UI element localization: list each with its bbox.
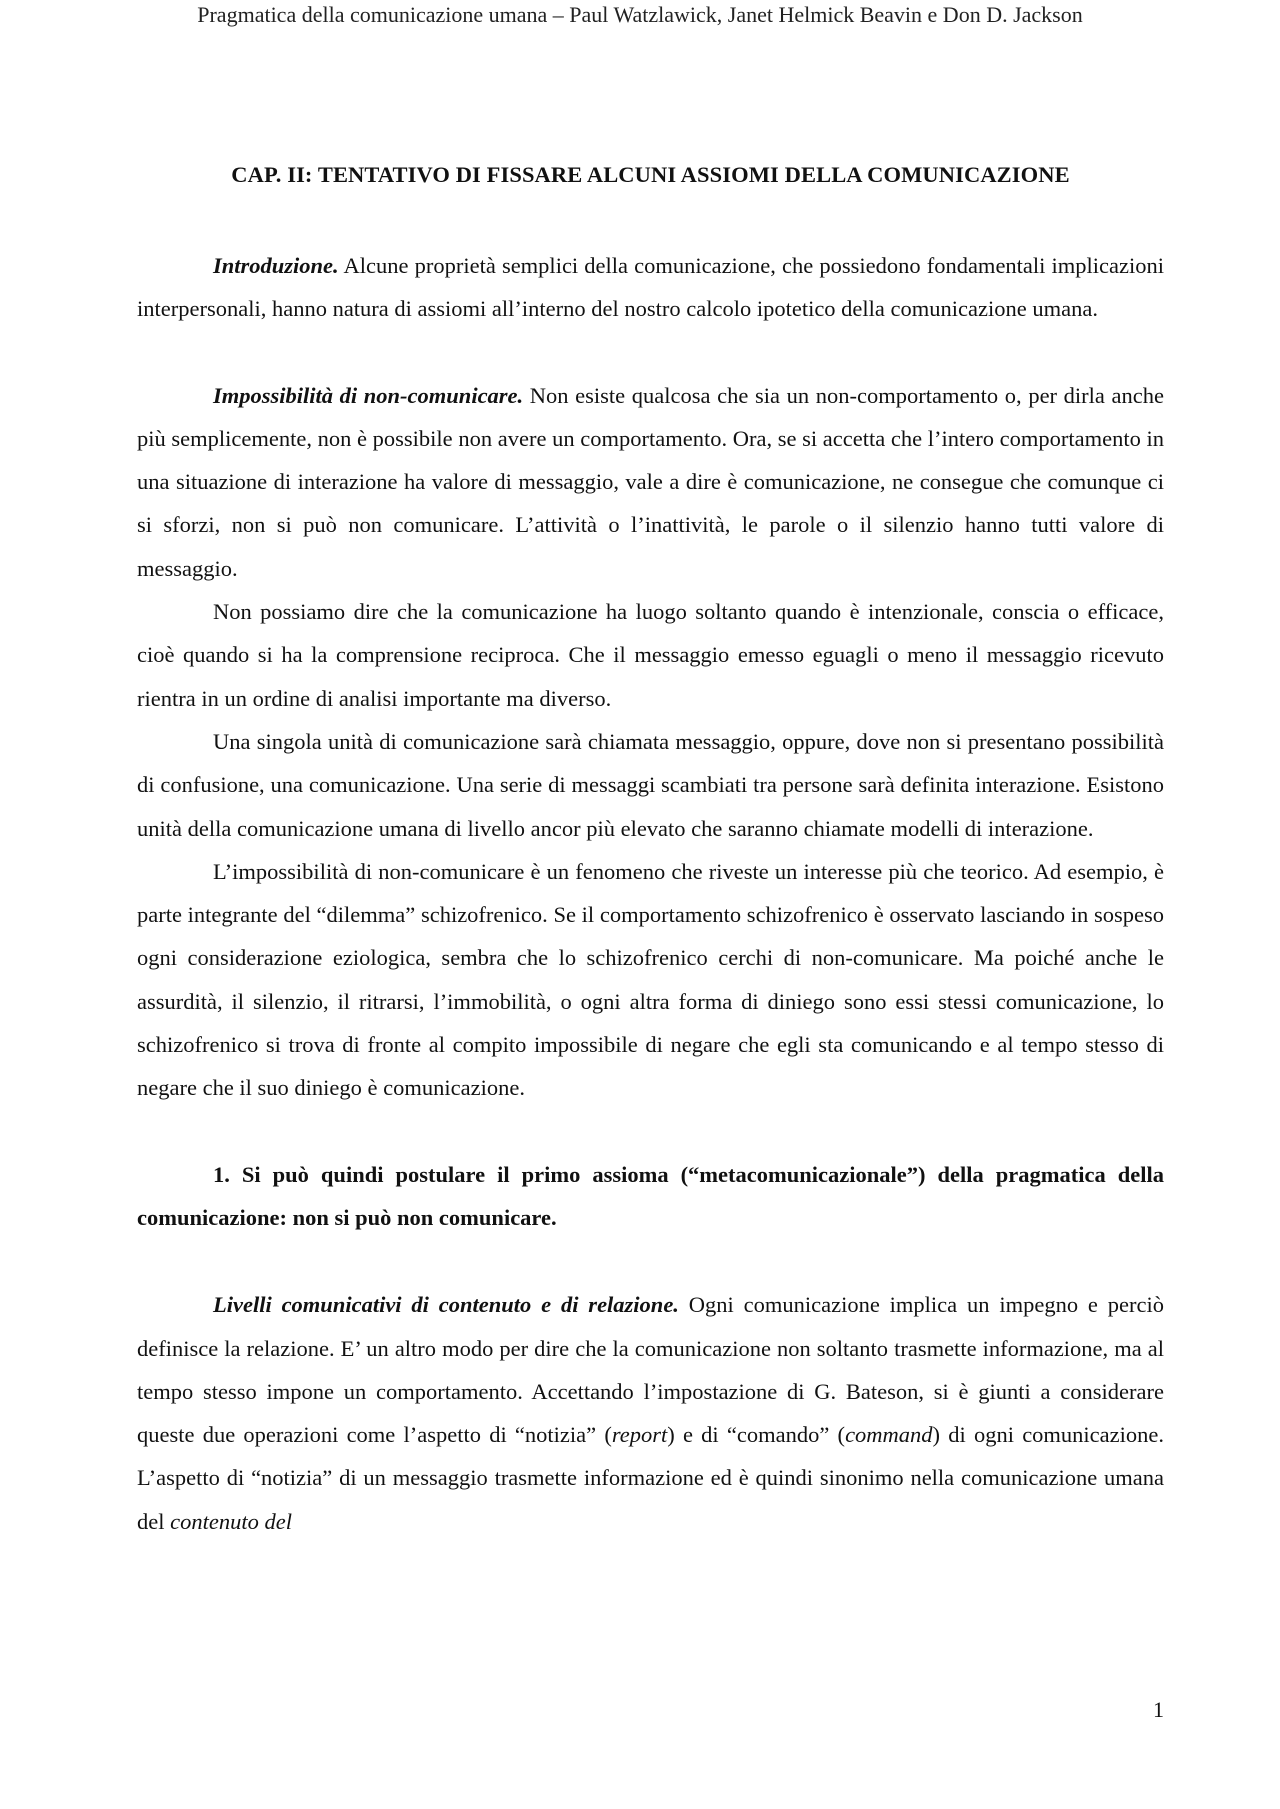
impossibility-text-1: Non esiste qualcosa che sia un non-comportamento o, per dirla anche più semplicemente, non è possibile non avere un comportamento. Ora, se si accetta che l’intero comportamento in una situazione di interazione ha valore di messaggio, vale a dire è comunicazione, ne consegue che comunque ci si sforzi, non si può non comunicare. L’attività o l’inattività, le parole o il silenzio hanno tutti valore di messaggio. <box>137 382 1164 581</box>
levels-text-c: ) di ogni comunicazione. L’aspetto di “notizia” di un messaggio trasmette informazione ed è quindi sinonimo nella comunicazione umana del <box>137 1422 1165 1534</box>
impossibility-heading: Impossibilità di non-comunicare. <box>213 382 524 408</box>
impossibility-paragraph-1 <box>137 374 1164 590</box>
term-command: command <box>845 1422 933 1448</box>
page-content <box>137 160 1164 1543</box>
axiom-1-statement: 1. Si può quindi postulare il primo assioma (“metacomunicazionale”) della pragmatica della comunicazione: non si può non comunicare. <box>137 1161 1164 1230</box>
intro-paragraph <box>137 244 1164 331</box>
levels-paragraph <box>137 1283 1164 1543</box>
page-number: 1 <box>1153 1697 1164 1722</box>
levels-text-a: Ogni comunicazione implica un impegno e perciò definisce la relazione. E’ un altro modo per dire che la comunicazione non soltanto trasmette informazione, ma al tempo stesso impone un comportamento. Accettando l’impostazione di G. Bateson, si è giunti a considerare queste due operazioni come l’aspetto di “notizia” ( <box>137 1292 1164 1448</box>
impossibility-paragraph-2: Non possiamo dire che la comunicazione ha luogo soltanto quando è intenzionale, conscia o efficace, cioè quando si ha la comprensione reciproca. Che il messaggio emesso eguagli o meno il messaggio ricevuto rientra in un ordine di analisi importante ma diverso. <box>137 599 1164 711</box>
chapter-title: CAP. II: TENTATIVO DI FISSARE ALCUNI ASSIOMI DELLA COMUNICAZIONE <box>231 162 1070 187</box>
levels-text-b: ) e di “comando” ( <box>667 1422 846 1448</box>
term-report: report <box>611 1422 668 1448</box>
impossibility-paragraph-4: L’impossibilità di non-comunicare è un fenomeno che riveste un interesse più che teorico. Ad esempio, è parte integrante del “dilemma” schizofrenico. Se il comportamento schizofrenico è osservato lasciando in sospeso ogni considerazione eziologica, sembra che lo schizofrenico cerchi di non-comunicare. Ma poiché anche le assurdità, il silenzio, il ritrarsi, l’immobilità, o ogni altra forma di diniego sono essi stessi comunicazione, lo schizofrenico si trova di fronte al compito impossibile di negare che egli sta comunicando e al tempo stesso di negare che il suo diniego è comunicazione. <box>137 858 1164 1101</box>
levels-heading: Livelli comunicativi di contenuto e di relazione. <box>213 1292 679 1318</box>
running-header: Pragmatica della comunicazione umana – Paul Watzlawick, Janet Helmick Beavin e Don D. Jackson <box>197 2 1083 27</box>
intro-heading: Introduzione. <box>213 253 339 278</box>
term-content: contenuto del <box>170 1508 292 1534</box>
intro-text: Alcune proprietà semplici della comunicazione, che possiedono fondamentali implicazioni interpersonali, hanno natura di assiomi all’interno del nostro calcolo ipotetico della comunicazione umana. <box>137 253 1164 322</box>
impossibility-paragraph-3: Una singola unità di comunicazione sarà chiamata messaggio, oppure, dove non si presentano possibilità di confusione, una comunicazione. Una serie di messaggi scambiati tra persone sarà definita interazione. Esistono unità della comunicazione umana di livello ancor più elevato che saranno chiamate modelli di interazione. <box>137 728 1164 841</box>
